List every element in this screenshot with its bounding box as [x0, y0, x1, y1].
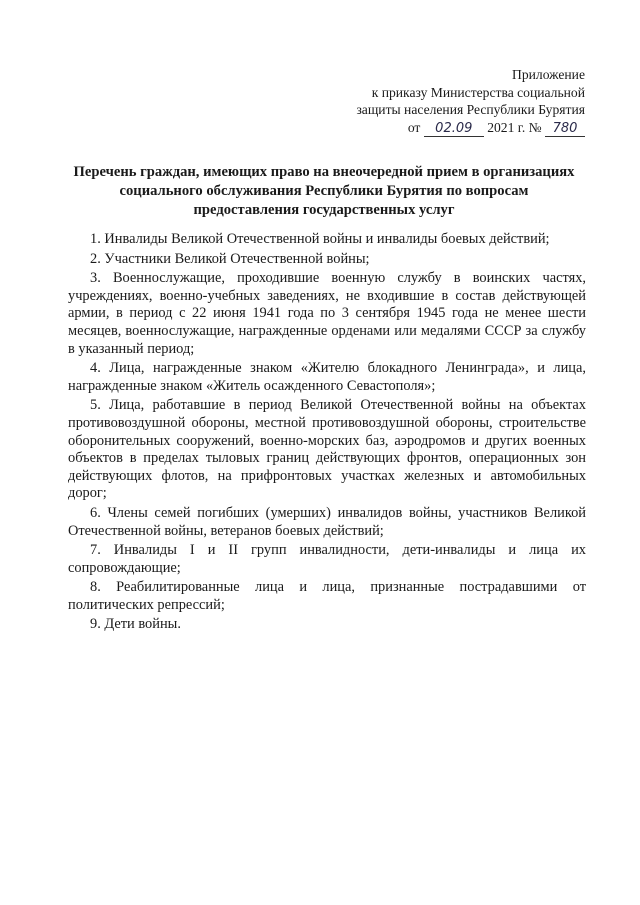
- list-item: 6. Члены семей погибших (умерших) инвалидов войны, участников Великой Отечественной войны, ветеранов боевых действий;: [68, 504, 586, 539]
- appendix-label: Приложение: [512, 67, 585, 82]
- handwritten-date: 02.09: [424, 122, 484, 137]
- list-item: 5. Лица, работавшие в период Великой Отечественной войны на объектах противовоздушной обороны, местной противовоздушной обороны, строительстве оборонительных сооружений, военно-морских баз, аэродромов и других военных объектов в пределах тыловых границ действующих фронтов, операционных зон действующих флотов, на прифронтовых участках железных и автомобильных дорог;: [68, 397, 586, 502]
- order-date-number: [285, 119, 585, 137]
- list-item: 3. Военнослужащие, проходившие военную службу в воинских частях, учреждениях, военно-учебных заведениях, не входившие в состав действующей армии, в период с 22 июня 1941 года по 3 сентября 1945 года не менее шести месяцев, военнослужащие, награжденные орденами или медалями СССР за службу в указанный период;: [68, 270, 586, 357]
- citizen-category-list: [68, 231, 586, 636]
- list-item: 4. Лица, награжденные знаком «Жителю блокадного Ленинграда», и лица, награжденные знаком «Житель осажденного Севастополя»;: [68, 360, 586, 394]
- appendix-header: [285, 66, 585, 137]
- list-item: 1. Инвалиды Великой Отечественной войны и инвалиды боевых действий;: [90, 231, 550, 247]
- year-and-number-label: 2021 г. №: [487, 119, 542, 135]
- title-line-2: социального обслуживания Республики Бурятия по вопросам: [119, 183, 529, 199]
- ministry-name: защиты населения Республики Бурятия: [356, 102, 585, 117]
- list-item: 8. Реабилитированные лица и лица, признанные пострадавшими от политических репрессий;: [68, 579, 586, 613]
- date-prefix: от: [407, 119, 421, 135]
- title-line-1: Перечень граждан, имеющих право на внеочередной прием в организациях: [73, 164, 575, 180]
- title-line-3: предоставления государственных услуг: [193, 202, 455, 218]
- document-title: [60, 163, 588, 220]
- order-reference: к приказу Министерства социальной: [371, 84, 585, 100]
- list-item: 9. Дети войны.: [90, 616, 181, 633]
- handwritten-order-number: 780: [545, 122, 585, 137]
- list-item: 2. Участники Великой Отечественной войны;: [90, 250, 370, 267]
- list-item: 7. Инвалиды I и II групп инвалидности, дети-инвалиды и лица их сопровождающие;: [68, 542, 586, 576]
